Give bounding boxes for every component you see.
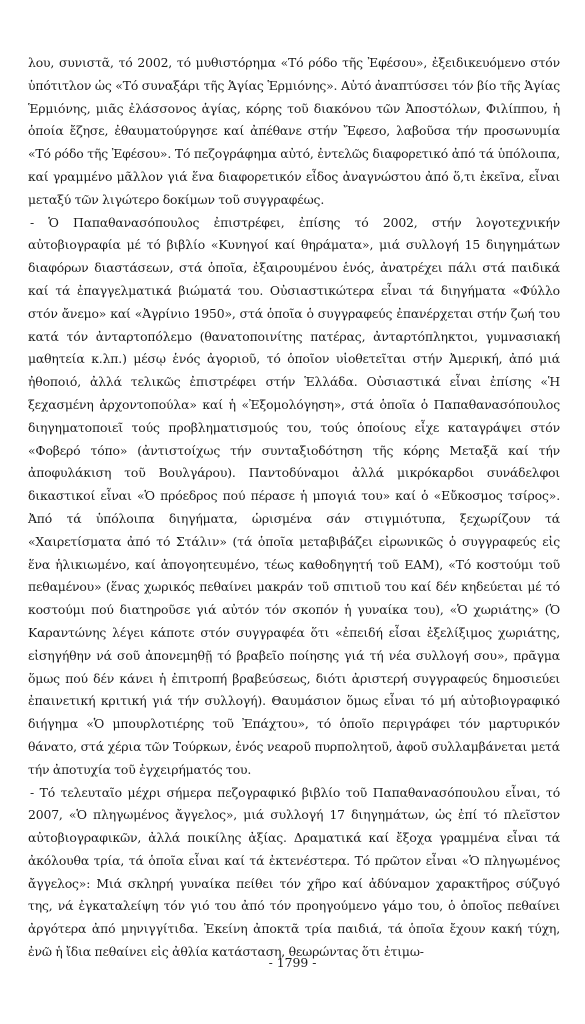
document-body [28,52,560,964]
paragraph-2: - Ὁ Παπαθανασόπουλος ἐπιστρέφει, ἐπίσης τό 2002, στήν λογοτεχνικήν αὐτοβιογραφία μέ τό βιβλίο «Κυνηγοί καί θηράματα», μιά συλλογή 15 διηγημάτων διαφόρων διαστάσεων, στά ὁποῖα, ἐξαιρουμένου ἑνός, ἀνατρέχει πάλι στά παιδικά καί τά ἐπαγγελματικά βιώματά του. Οὐσιαστικώτερα εἶναι τά διηγήματα «Φύλλο στόν ἄνεμο» καί «Ἀγρίνιο 1950», στά ὁποῖα ὁ συγγραφεύς ἐπανέρχεται στήν ζωή του κατά τόν ἀνταρτοπόλεμο (θανατοποινίτης πατέρας, ἀνταρτόπληκτοι, γυμνασιακή μαθητεία κ.λπ.) μέσῳ ἑνός ἀγοριοῦ, τό ὁποῖον υἱοθετεῖται στήν Ἀμερική, ἀπό μιά ἠθοποιό, ἀλλά τελικῶς ἐπιστρέφει στήν Ἑλλάδα. Οὐσιαστικά εἶναι ἐπίσης «Ἡ ξεχασμένη ἀρχοντοπούλα» καί ἡ «Ἐξομολόγηση», στά ὁποῖα ὁ Παπαθανασόπουλος διηγηματοποιεῖ τούς προβληματισμούς του, τούς ὁποίους εἶχε καταγράψει στόν «Φοβερό τόπο» (ἀντιστοίχως τήν συνταξιοδότηση τῆς κόρης Μεταξᾶ καί τήν ἀποφυλάκιση τοῦ Βουλγάρου). Παντοδύναμοι ἀλλά μικρόκαρδοι συνάδελφοι δικαστικοί εἶναι «Ὁ πρόεδρος πού πέρασε ἡ μπογιά του» καί ὁ «Εὔκοσμος τσίρος». Ἀπό τά ὑπόλοιπα διηγήματα, ὡρισμένα σάν στιγμιότυπα, ξεχωρίζουν τά «Χαιρετίσματα ἀπό τό Στάλιν» (τά ὁποῖα μεταβιβάζει εἰρωνικῶς ὁ συγγραφεύς εἰς ἕνα ἡλικιωμένο, καί ἀπογοητευμένο, τέως καθοδηγητή τοῦ ΕΑΜ), «Τό κοστούμι τοῦ πεθαμένου» (ἕνας χωρικός πεθαίνει μακράν τοῦ σπιτιοῦ του καί δέν κηδεύεται μέ τό κοστούμι πού διατηροῦσε γιά αὐτόν τόν σκοπόν ἡ γυναίκα του), «Ὁ χωριάτης» (Ὁ Καραντώνης λέγει κάποτε στόν συγγραφέα ὅτι «ἐπειδή εἶσαι ἐξελίξιμος χωριάτης, εἰσηγήθην νά σοῦ ἀπονεμηθῇ τό βραβεῖο ποίησης γιά τή νέα συλλογή σου», πρᾶγμα ὅμως πού δέν κάνει ἡ ἐπιτροπή βραβεύσεως, διότι ἀριστερή συγγραφεύς δημοσιεύει ἐπαινετική κριτική γιά τήν συλλογή). Θαυμάσιον ὅμως εἶναι τό μή αὐτοβιογραφικό διήγημα «Ὁ μπουρλοτιέρης τοῦ Ἐπάχτου», τό ὁποῖο περιγράφει τόν μαρτυρικόν θάνατο, στά χέρια τῶν Τούρκων, ἑνός νεαροῦ πυρπολητοῦ, ἀφοῦ συλλαμβάνεται μετά τήν ἀποτυχία τοῦ ἐγχειρήματός του. [28,214,560,777]
page-number: - 1799 - [268,955,317,970]
paragraph-1: λου, συνιστᾶ, τό 2002, τό μυθιστόρημα «Τό ρόδο τῆς Ἐφέσου», ἐξειδικευόμενο στόν ὑπότιτλον ὡς «Τό συναξάρι τῆς Ἁγίας Ἑρμιόνης». Αὐτό ἀναπτύσσει τόν βίο τῆς Ἁγίας Ἑρμιόνης, μιᾶς ἐλάσσονος ἁγίας, κόρης τοῦ διακόνου τῶν Ἀποστόλων, Φιλίππου, ἡ ὁποία ἔζησε, ἐθαυματούργησε καί ἀπέθανε στήν Ἔφεσο, λαβοῦσα τήν προσωνυμία «Τό ρόδο τῆς Ἐφέσου». Τό πεζογράφημα αὐτό, ἐντελῶς διαφορετικό ἀπό τά ὑπόλοιπα, καί γραμμένο μᾶλλον γιά ἕνα διαφορετικόν εἶδος ἀναγνώστου ἀπό ὅ,τι ἐκεῖνα, εἶναι μεταξύ τῶν λιγώτερο δοκίμων τοῦ συγγραφέως. [28,55,560,207]
paragraph-3: - Τό τελευταῖο μέχρι σήμερα πεζογραφικό βιβλίο τοῦ Παπαθανασόπουλου εἶναι, τό 2007, «Ὁ πληγωμένος ἄγγελος», μιά συλλογή 17 διηγημάτων, ὡς ἐπί τό πλεῖστον αὐτοβιογραφικῶν, ἀλλά ποικίλης ἀξίας. Δραματικά καί ἔξοχα γραμμένα εἶναι τά ἀκόλουθα τρία, τά ὁποῖα εἶναι καί τά ἐκτενέστερα. Τό πρῶτον εἶναι «Ὁ πληγωμένος ἄγγελος»: Μιά σκληρή γυναίκα πείθει τόν χῆρο καί ἀδύναμον χαρακτῆρος σύζυγό της, νά ἐγκαταλείψη τόν γιό του ἀπό τόν προηγούμενο γάμο του, ὁ ὁποῖος πεθαίνει ἀργότερα ἀπό μηνιγγίτιδα. Ἐκείνη ἀποκτᾶ τρία παιδιά, τά ὁποῖα ἔχουν κακή τύχη, ἐνῶ ἡ ἴδια πεθαίνει εἰς ἀθλία κατάσταση, θεωρώντας ὅτι ἐτιμω- [28,784,560,960]
